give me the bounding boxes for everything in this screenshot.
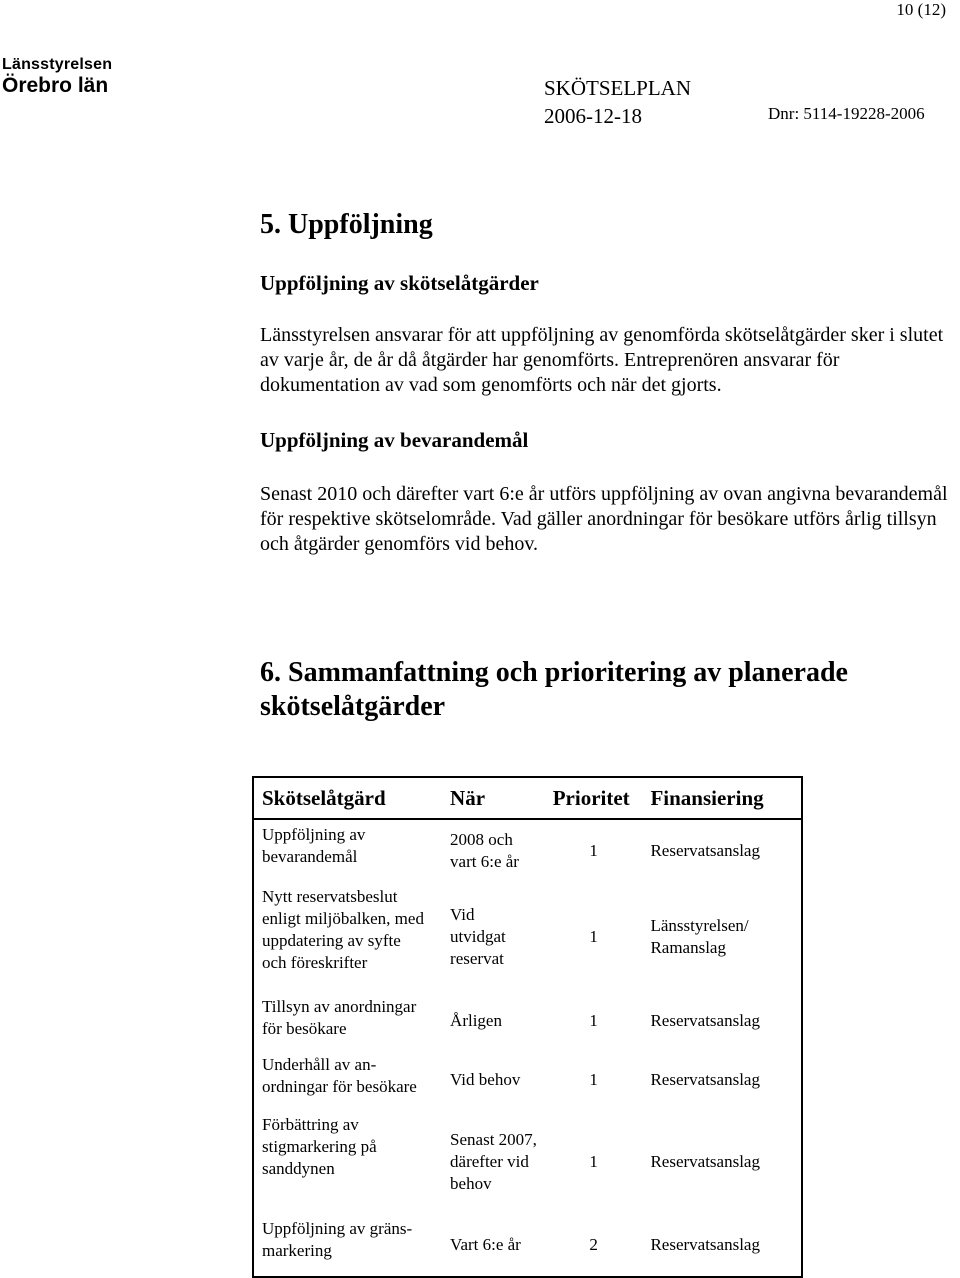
table-row [253, 819, 802, 882]
table-row [253, 882, 802, 992]
cell-financing: Reservatsanslag [650, 1011, 760, 1030]
section-6-heading [260, 656, 848, 724]
logo-line-1: Länsstyrelsen [2, 56, 113, 73]
table-row [253, 1110, 802, 1214]
action-priority-table [252, 776, 803, 1278]
cell-priority: 1 [589, 1152, 598, 1171]
document-date: 2006-12-18 [544, 104, 642, 128]
cell-priority: 1 [589, 1070, 598, 1089]
cell-when: Senast 2007, därefter vid behov [450, 1130, 537, 1193]
cell-financing: Reservatsanslag [650, 1152, 760, 1171]
cell-action: Nytt reservatsbeslut enligt miljöbalken, med uppdatering av syfte och föreskrifter [262, 887, 424, 972]
cell-priority: 1 [589, 841, 598, 860]
cell-action: Förbättring av stigmarkering på sanddynen [262, 1115, 377, 1178]
document-number: Dnr: 5114-19228-2006 [768, 104, 925, 123]
cell-when: Årligen [450, 1011, 502, 1030]
table-row [253, 1050, 802, 1110]
cell-priority: 2 [589, 1235, 598, 1254]
cell-action: Uppföljning av bevarandemål [262, 825, 366, 866]
cell-priority: 1 [589, 1011, 598, 1030]
table-row [253, 992, 802, 1050]
page-number: 10 (12) [896, 0, 946, 19]
header-financing: Finansiering [642, 777, 802, 819]
table-header-row [253, 777, 802, 819]
cell-when: Vid behov [450, 1070, 521, 1089]
cell-action: Tillsyn av anordningar för besökare [262, 997, 417, 1038]
table-row [253, 1214, 802, 1277]
cell-financing: Länsstyrelsen/ Ramanslag [650, 916, 749, 957]
agency-logo [2, 56, 112, 98]
followup-actions-subheading: Uppföljning av skötselåtgärder [260, 271, 539, 295]
cell-financing: Reservatsanslag [650, 841, 760, 860]
followup-goals-subheading: Uppföljning av bevarandemål [260, 428, 529, 452]
section-6-heading-line-1: 6. Sammanfattning och prioritering av planerade [260, 657, 848, 688]
logo-line-2: Örebro län [2, 74, 109, 97]
cell-when: 2008 och vart 6:e år [450, 830, 519, 871]
cell-when: Vid utvidgat reservat [450, 905, 506, 968]
cell-priority: 1 [589, 927, 598, 946]
header-when: När [442, 777, 545, 819]
cell-action: Uppföljning av gräns-markering [262, 1219, 413, 1260]
section-5-heading: 5. Uppföljning [260, 209, 433, 240]
followup-goals-paragraph: Senast 2010 och därefter vart 6:e år utförs uppföljning av ovan angivna bevarandemål för respektive skötselområde. Vad gäller anordningar för besökare utförs årlig tillsyn och åtgärder genomförs vid behov. [260, 483, 948, 555]
document-title: SKÖTSELPLAN [544, 76, 692, 100]
cell-financing: Reservatsanslag [650, 1235, 760, 1254]
followup-actions-paragraph: Länsstyrelsen ansvarar för att uppföljning av genomförda skötselåtgärder sker i slutet av varje år, de år då åtgärder har genomförts. Entreprenören ansvarar för dokumentation av vad som genomförts och när det gjorts. [260, 324, 944, 396]
cell-action: Underhåll av an-ordningar för besökare [262, 1055, 417, 1096]
header-action: Skötselåtgärd [253, 777, 442, 819]
cell-financing: Reservatsanslag [650, 1070, 760, 1089]
header-priority: Prioritet [545, 777, 643, 819]
section-6-heading-line-2: skötselåtgärder [260, 691, 446, 722]
cell-when: Vart 6:e år [450, 1235, 521, 1254]
